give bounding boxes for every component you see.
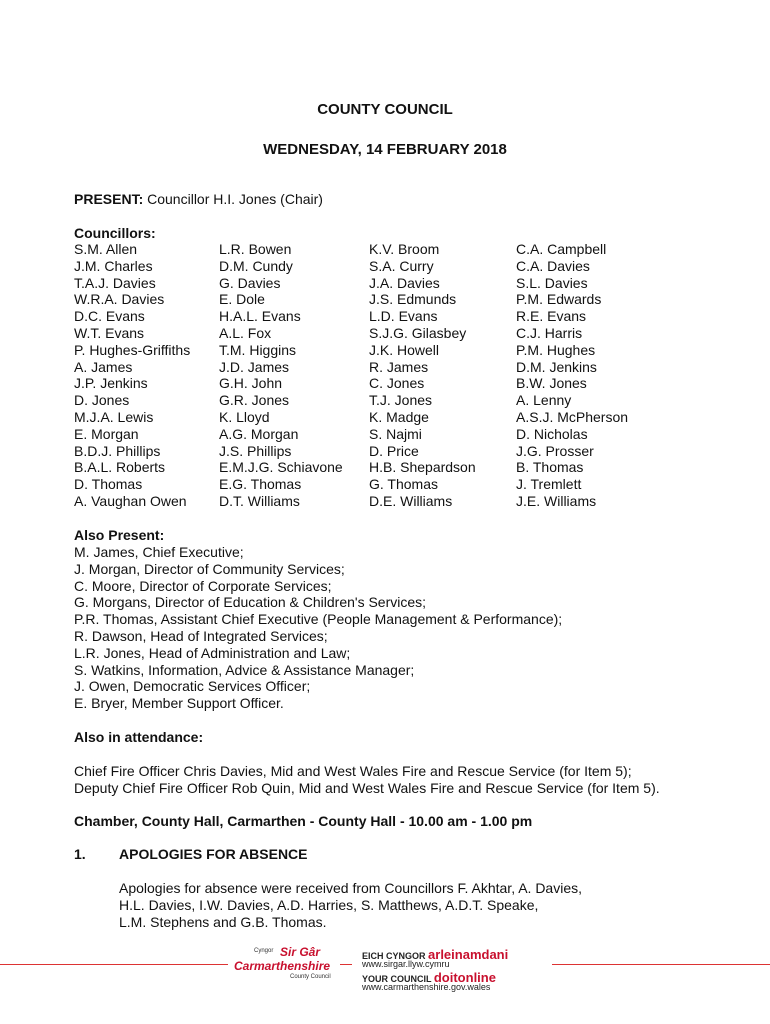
present-text: Councillor H.I. Jones (Chair) <box>147 191 323 207</box>
councillor-name: J.S. Edmunds <box>369 291 457 308</box>
councillor-name: A.G. Morgan <box>219 425 299 442</box>
councillor-name: W.T. Evans <box>74 324 145 341</box>
councillor-name: C.A. Campbell <box>516 241 607 257</box>
council-logo <box>228 944 340 990</box>
councillor-name: J.G. Prosser <box>516 442 594 459</box>
your-council-text: YOUR COUNCIL <box>362 974 432 984</box>
also-in-attendance-heading: Also in attendance: <box>74 729 204 745</box>
councillor-name: E.M.J.G. Schiavone <box>219 459 343 476</box>
councillor-name: H.A.L. Evans <box>219 308 301 325</box>
councillor-name: D. Nicholas <box>516 425 588 442</box>
councillor-name: L.D. Evans <box>369 308 438 325</box>
councillors-column-1 <box>74 241 190 510</box>
present-line <box>74 191 323 208</box>
councillor-name: J.K. Howell <box>369 341 440 358</box>
councillor-name: G. Davies <box>219 274 281 291</box>
also-present-item: M. James, Chief Executive; <box>74 544 244 560</box>
footer-english-url[interactable]: www.carmarthenshire.gov.wales <box>362 982 491 992</box>
logo-county-council-text: County Council <box>290 974 331 980</box>
councillor-name: R. James <box>369 358 429 375</box>
also-present-heading: Also Present: <box>74 527 165 543</box>
councillor-name: K.V. Broom <box>369 241 440 257</box>
also-present-item: R. Dawson, Head of Integrated Services; <box>74 627 328 644</box>
councillor-name: D.M. Cundy <box>219 257 293 274</box>
also-present-item: G. Morgans, Director of Education & Children's Services; <box>74 594 427 611</box>
councillor-name: E.G. Thomas <box>219 476 302 493</box>
item-number: 1. <box>74 846 86 862</box>
apologies-line: H.L. Davies, I.W. Davies, A.D. Harries, S. Matthews, A.D.T. Speake, <box>119 896 539 913</box>
also-present-item: L.R. Jones, Head of Administration and Law; <box>74 644 351 661</box>
councillors-column-3 <box>369 241 476 510</box>
also-present-item: J. Owen, Democratic Services Officer; <box>74 678 311 695</box>
councillors-column-4 <box>516 241 628 510</box>
councillors-column-2 <box>219 241 343 510</box>
councillor-name: R.E. Evans <box>516 308 587 325</box>
councillor-name: D. Price <box>369 442 419 459</box>
councillor-name: J.E. Williams <box>516 492 597 509</box>
present-label: PRESENT: <box>74 191 144 207</box>
document-title: COUNTY COUNCIL <box>317 101 453 118</box>
attendance-item: Deputy Chief Fire Officer Rob Quin, Mid and West Wales Fire and Rescue Service (for Item 5). <box>74 779 660 796</box>
councillor-name: G.H. John <box>219 375 283 392</box>
apologies-line: Apologies for absence were received from Councillors F. Akhtar, A. Davies, <box>119 880 582 896</box>
councillor-name: S. Najmi <box>369 425 422 442</box>
councillor-name: A. Lenny <box>516 392 572 409</box>
councillor-name: K. Lloyd <box>219 408 270 425</box>
councillor-name: P.M. Hughes <box>516 341 596 358</box>
venue-line: Chamber, County Hall, Carmarthen - County Hall - 10.00 am - 1.00 pm <box>74 813 533 829</box>
apologies-line: L.M. Stephens and G.B. Thomas. <box>119 913 327 930</box>
councillor-name: E. Morgan <box>74 425 139 442</box>
councillor-name: B.A.L. Roberts <box>74 459 166 476</box>
also-present-item: J. Morgan, Director of Community Services; <box>74 560 345 577</box>
councillor-name: B.D.J. Phillips <box>74 442 161 459</box>
meeting-date: WEDNESDAY, 14 FEBRUARY 2018 <box>263 141 507 158</box>
councillor-name: D. Thomas <box>74 476 143 493</box>
also-present-item: S. Watkins, Information, Advice & Assistance Manager; <box>74 661 415 678</box>
councillor-name: S.A. Curry <box>369 257 434 274</box>
councillor-name: D. Jones <box>74 392 130 409</box>
councillor-name: J.D. James <box>219 358 290 375</box>
councillor-name: J.P. Jenkins <box>74 375 148 392</box>
councillor-name: S.M. Allen <box>74 241 138 257</box>
councillor-name: T.A.J. Davies <box>74 274 156 291</box>
councillor-name: W.R.A. Davies <box>74 291 165 308</box>
councillor-name: C. Jones <box>369 375 425 392</box>
eich-cyngor-text: EICH CYNGOR <box>362 951 426 961</box>
councillors-heading: Councillors: <box>74 225 156 241</box>
councillor-name: T.J. Jones <box>369 392 433 409</box>
councillor-name: D.T. Williams <box>219 492 300 509</box>
councillor-name: C.A. Davies <box>516 257 590 274</box>
councillor-name: G. Thomas <box>369 476 438 493</box>
councillor-name: H.B. Shepardson <box>369 459 476 476</box>
councillor-name: J.A. Davies <box>369 274 440 291</box>
councillor-name: A. James <box>74 358 133 375</box>
logo-carmarthenshire-text: Carmarthenshire <box>234 959 331 973</box>
councillor-name: J.S. Phillips <box>219 442 292 459</box>
councillor-name: K. Madge <box>369 408 429 425</box>
councillor-name: P.M. Edwards <box>516 291 602 308</box>
also-in-attendance-list <box>74 763 660 797</box>
footer-welsh-url[interactable]: www.sirgar.llyw.cymru <box>362 959 450 969</box>
councillor-name: C.J. Harris <box>516 324 583 341</box>
arleinamdani-text: arleinamdani <box>428 947 509 962</box>
also-present-item: P.R. Thomas, Assistant Chief Executive (People Management & Performance); <box>74 611 563 628</box>
logo-cyngor-text: Cyngor <box>254 948 274 954</box>
apologies-paragraph <box>119 880 679 930</box>
councillor-name: A.S.J. McPherson <box>516 408 629 425</box>
item-title: APOLOGIES FOR ABSENCE <box>119 846 308 862</box>
councillor-name: A. Vaughan Owen <box>74 492 187 509</box>
also-present-item: C. Moore, Director of Corporate Services; <box>74 577 332 594</box>
councillor-name: M.J.A. Lewis <box>74 408 154 425</box>
councillor-name: B.W. Jones <box>516 375 587 392</box>
logo-sir-gar-text: Sir Gâr <box>280 945 321 959</box>
councillor-name: S.L. Davies <box>516 274 588 291</box>
councillor-name: J.M. Charles <box>74 257 153 274</box>
councillor-name: D.C. Evans <box>74 308 145 325</box>
councillor-name: B. Thomas <box>516 459 584 476</box>
councillor-name: D.M. Jenkins <box>516 358 597 375</box>
also-present-item: E. Bryer, Member Support Officer. <box>74 695 284 712</box>
councillor-name: S.J.G. Gilasbey <box>369 324 467 341</box>
also-present-list <box>74 544 562 712</box>
councillor-name: P. Hughes-Griffiths <box>74 341 191 358</box>
councillor-name: G.R. Jones <box>219 392 290 409</box>
footer-online-block <box>352 944 552 990</box>
doitonline-text: doitonline <box>433 970 496 985</box>
councillor-name: A.L. Fox <box>219 324 272 341</box>
councillor-name: J. Tremlett <box>516 476 582 493</box>
councillor-name: T.M. Higgins <box>219 341 297 358</box>
councillor-name: D.E. Williams <box>369 492 453 509</box>
councillor-name: L.R. Bowen <box>219 241 292 257</box>
councillor-name: E. Dole <box>219 291 265 308</box>
attendance-item: Chief Fire Officer Chris Davies, Mid and West Wales Fire and Rescue Service (for Item 5); <box>74 763 632 779</box>
